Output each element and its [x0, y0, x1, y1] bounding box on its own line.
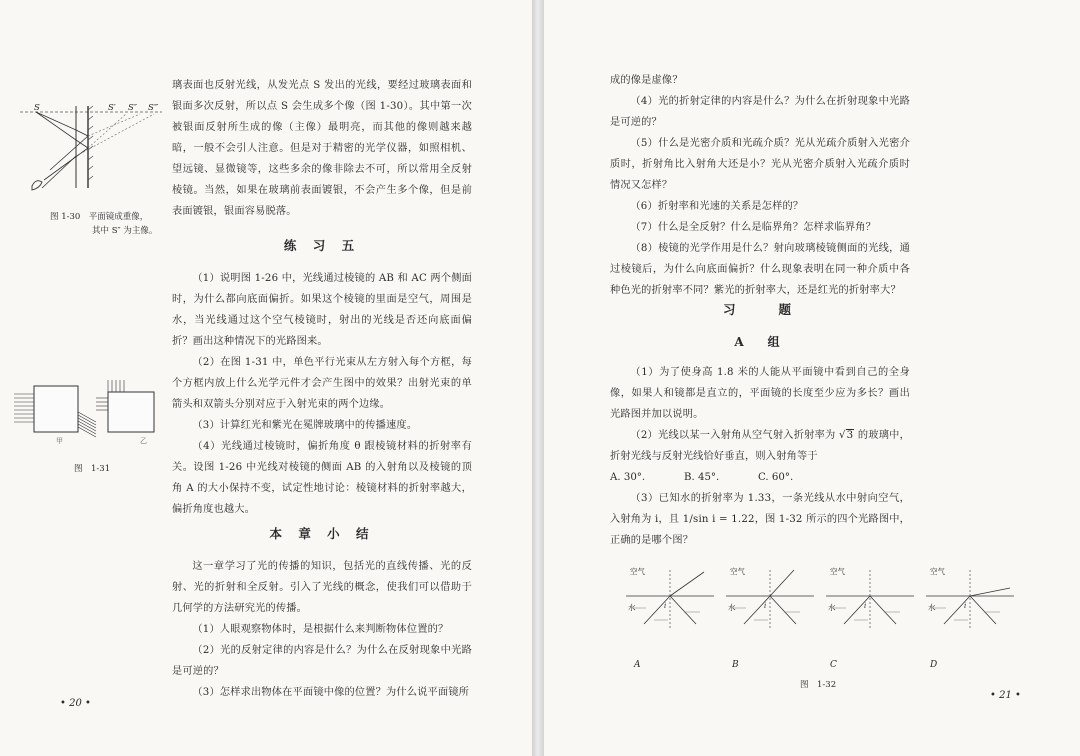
problem-1: （1）为了使身高 1.8 米的人能从平面镜中看到自己的全身像，如果人和镜都是直立的，平面镜的长度至少应为多长？画出光路图并加以说明。: [610, 367, 910, 420]
panel-c-rays: [824, 562, 916, 652]
problem-list: [610, 362, 910, 551]
problems-title: 习 题: [722, 302, 797, 317]
figure-1-32-panel-c: [824, 562, 916, 652]
panel-b-rays: [724, 562, 816, 652]
angle-label: i: [864, 602, 867, 610]
figure-1-32-caption: 图 1-32: [800, 680, 837, 690]
label-s-triple-prime: S‴: [148, 103, 159, 113]
figure-1-32: [624, 562, 1004, 672]
label-s-double-prime: S″: [128, 103, 137, 113]
exercise-item: （2）在图 1-31 中，单色平行光束从左方射入每个方框，每个方框内放上什么光学元件才会产生图中的效果？出射光束的单箭头和双箭头分别对应于入射光束的两个边缘。: [172, 357, 472, 410]
exercise-title: 练 习 五: [283, 238, 361, 253]
figure-1-30-diagram: [14, 100, 166, 202]
exercise-list: [172, 268, 472, 520]
summary-question: （4）光的折射定律的内容是什么？为什么在折射现象中光路是可逆的？: [610, 96, 910, 128]
problem-2-options: [610, 467, 910, 488]
air-label: 空气: [930, 567, 945, 576]
left-page: [0, 0, 532, 756]
page-number-left: • 20 •: [60, 698, 91, 709]
problem-2: [610, 425, 910, 467]
option-a: A. 30°.: [610, 472, 646, 483]
summary-question: （7）什么是全反射？什么是临界角？怎样求临界角？: [630, 222, 876, 233]
air-label: 空气: [830, 567, 845, 576]
problem-2-text-end: 的玻璃中，折射光线与反射光线恰好垂直，则入射角等于: [610, 430, 911, 462]
summary-question: （5）什么是光密介质和光疏介质？光从光疏介质射入光密介质时，折射角比入射角大还是小？光从光密介质射入光疏介质时情况又怎样？: [610, 138, 910, 191]
figure-1-32-panel-d: [924, 562, 1016, 652]
panel-label-c: C: [830, 660, 837, 670]
label-s-prime: S′: [108, 103, 116, 113]
label-s: S: [34, 103, 40, 113]
exercise-item: （4）光线通过棱镜时，偏折角度 θ 跟棱镜材料的折射率有关。设图 1-26 中光线对棱镜的侧面 AB 的入射角以及棱镜的顶角 A 的大小保持不变，试定性地讨论：棱镜材料的折射率越大，偏折角度也越大。: [172, 441, 472, 515]
panel-a-rays: [624, 562, 716, 652]
angle-label: i: [764, 602, 767, 610]
summary-question: （8）棱镜的光学作用是什么？射向玻璃棱镜侧面的光线，通过棱镜后，为什么向底面偏折？什么现象表明在同一种介质中各种色光的折射率不同？紫光的折射率大，还是红光的折射率大？: [610, 243, 910, 296]
panel-label-b: B: [732, 660, 739, 670]
group-a-title: A 组: [734, 335, 786, 349]
option-b: B. 45°.: [684, 472, 720, 483]
right-questions: [610, 70, 910, 301]
angle-label: i: [664, 602, 667, 610]
figure-1-30-caption: [50, 210, 180, 238]
problem-3: （3）已知水的折射率为 1.33，一条光线从水中射向空气，入射角为 i，且 1/sin i = 1.22，图 1-32 所示的四个光路图中，正确的是哪个图？: [610, 493, 910, 546]
option-c: C. 60°.: [758, 472, 794, 483]
summary-section: [172, 556, 472, 703]
panel-label-d: D: [930, 660, 938, 670]
summary-question: （6）折射率和光速的关系是怎样的？: [630, 201, 804, 212]
right-page: [544, 0, 1080, 756]
sqrt-symbol: √: [838, 430, 846, 441]
intro-paragraph: 璃表面也反射光线，从发光点 S 发出的光线，要经过玻璃表面和银面多次反射，所以点 S 会生成多个像（图 1-30）。其中第一次被银面反射所生成的像（主像）最明亮，而其他的像则越来越暗，一般不会引人注意。但是对于精密的光学仪器，如照相机、望远镜、显微镜等，这些多余的像非除去不可，所以常用全反射棱镜。当然，如果在玻璃前表面镀银，不会产生多个像，但是前表面镀银，银面容易脱落。: [172, 80, 472, 217]
figure-1-31-label-b: 乙: [140, 437, 147, 445]
sqrt-value: 3: [846, 430, 854, 441]
caption-line-2: 其中 S″ 为主像。: [92, 226, 158, 236]
caption-line-1: 图 1-30 平面镜成重像，: [50, 212, 149, 222]
panel-label-a: A: [634, 660, 641, 670]
water-label: 水: [728, 603, 736, 612]
exercise-item: （3）计算红光和紫光在冕牌玻璃中的传播速度。: [192, 420, 418, 431]
book-gutter: [532, 0, 544, 756]
summary-title: 本 章 小 结: [269, 526, 375, 541]
figure-1-31-label-a: 甲: [56, 437, 63, 445]
summary-question: （3）怎样求出物体在平面镜中像的位置？为什么说平面镜所: [192, 687, 470, 698]
summary-intro: 这一章学习了光的传播的知识，包括光的直线传播、光的反射、光的折射和全反射。引入了光线的概念，使我们可以借助于几何学的方法研究光的传播。: [172, 561, 472, 614]
page-number-right: • 21 •: [990, 690, 1021, 701]
continued-question: 成的像是虚像？: [610, 75, 683, 86]
figure-1-31-caption: 图 1-31: [74, 464, 111, 474]
figure-1-32-panel-b: [724, 562, 816, 652]
panel-d-rays: [924, 562, 1016, 652]
summary-question: （2）光的反射定律的内容是什么？为什么在反射现象中光路是可逆的？: [172, 645, 472, 677]
water-label: 水: [628, 603, 636, 612]
air-label: 空气: [630, 567, 645, 576]
summary-question: （1）人眼观察物体时，是根据什么来判断物体位置的？: [192, 624, 449, 635]
water-label: 水: [828, 603, 836, 612]
angle-label: i: [964, 602, 967, 610]
water-label: 水: [928, 603, 936, 612]
figure-1-32-panel-a: [624, 562, 716, 652]
exercise-item: （1）说明图 1-26 中，光线通过棱镜的 AB 和 AC 两个侧面时，为什么都向底面偏折。如果这个棱镜的里面是空气，周围是水，当光线通过这个空气棱镜时，射出的光线是否还向底面偏折？画出这种情况下的光路图来。: [172, 273, 472, 347]
problem-2-text-start: （2）光线以某一入射角从空气射入折射率为: [630, 430, 836, 441]
air-label: 空气: [730, 567, 745, 576]
